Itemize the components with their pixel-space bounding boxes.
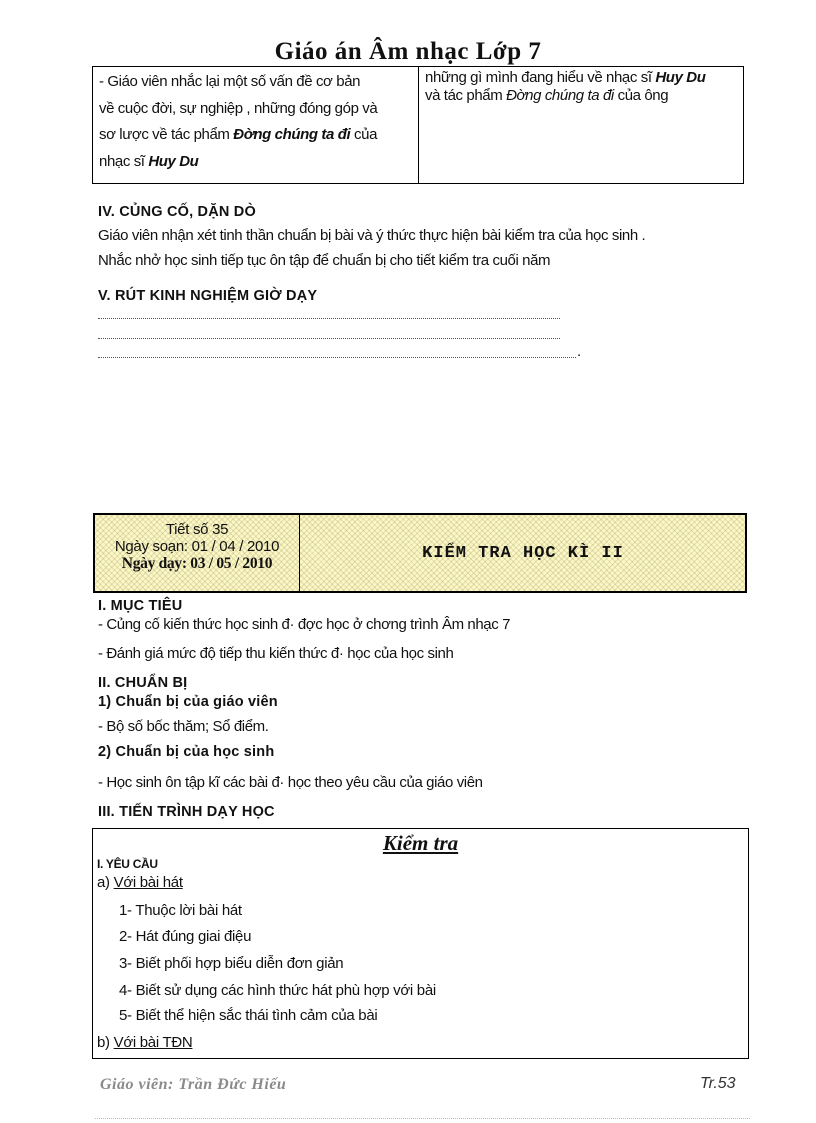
song-title: Đờng chúng ta đi: [233, 126, 351, 143]
teacher-line: - Giáo viên nhắc lại một số vấn đề cơ bản: [99, 73, 361, 90]
student-line: và tác phẩm Đờng chúng ta đi của ông: [425, 87, 669, 104]
objective-item: - Đánh giá mức độ tiếp thu kiến thức đ· học của học sinh: [98, 645, 454, 662]
objective-item: - Củng cố kiến thức học sinh đ· đợc học ở chơng trình Âm nhạc 7: [98, 616, 511, 633]
composer-name: Huy Du: [655, 69, 706, 86]
requirement-item: 1- Thuộc lời bài hát: [119, 902, 242, 919]
lesson-header-box: [93, 513, 747, 593]
requirement-item: 4- Biết sử dụng các hình thức hát phù hợp với bài: [119, 982, 436, 999]
exam-box: [92, 828, 749, 1059]
lesson-period: Tiết số 35: [165, 521, 229, 538]
page-title: Giáo án Âm nhạc Lớp 7: [274, 38, 542, 65]
teacher-line: sơ lược về tác phẩm Đờng chúng ta đi của: [99, 126, 378, 143]
lesson-prep-date: Ngày soạn: 01 / 04 / 2010: [114, 538, 280, 555]
teacher-line: nhạc sĩ Huy Du: [99, 152, 199, 170]
section-iv-text: Giáo viên nhận xét tinh thần chuẩn bị bài và ý thức thực hiện bài kiểm tra của học sinh .: [98, 227, 646, 244]
lesson-info: [97, 521, 297, 572]
page-number: Tr.53: [700, 1075, 736, 1092]
requirement-item: 3- Biết phối hợp biểu diễn đơn giản: [119, 955, 344, 972]
sub-heading-b: b) Với bài TĐN: [97, 1034, 193, 1051]
process-heading: III. TIẾN TRÌNH DẠY HỌC: [98, 804, 275, 820]
lesson-teach-date: Ngày dạy: 03 / 05 / 2010: [121, 555, 273, 572]
student-line: những gì mình đang hiểu về nhạc sĩ Huy Du: [425, 69, 706, 86]
song-title: Đờng chúng ta đi: [506, 87, 614, 104]
footer-rule: [95, 1118, 750, 1119]
end-mark: .: [577, 343, 581, 360]
dotted-line: [98, 318, 560, 319]
requirement-item: 5- Biết thể hiện sắc thái tình cảm của bài: [119, 1007, 378, 1024]
requirement-item: 2- Hát đúng giai điệu: [119, 928, 252, 945]
section-iv-text: Nhắc nhở học sinh tiếp tục ôn tập để chuẩn bị cho tiết kiểm tra cuối năm: [98, 252, 551, 269]
dotted-line: [98, 338, 560, 339]
requirements-heading: I. YÊU CẦU: [97, 857, 158, 871]
dotted-line: [98, 357, 576, 358]
teacher-line: về cuộc đời, sự nghiệp , những đóng góp và: [99, 99, 378, 117]
teacher-activity-cell: [99, 69, 411, 175]
sub-heading-a-label: Với bài hát: [113, 874, 183, 891]
footer-author: Giáo viên: Trần Đức Hiếu: [100, 1076, 287, 1093]
sub-heading-a: a) Với bài hát: [97, 874, 183, 891]
lesson-box-divider: [299, 515, 300, 591]
teacher-prep-heading: 1) Chuẩn bị của giáo viên: [98, 694, 278, 710]
composer-name: Huy Du: [148, 152, 199, 170]
exam-title: Kiểm tra: [382, 831, 459, 855]
section-v-heading: V. RÚT KINH NGHIỆM GIỜ DẠY: [98, 288, 318, 304]
student-activity-cell: [425, 69, 743, 105]
student-prep-heading: 2) Chuẩn bị của học sinh: [98, 744, 275, 760]
sub-heading-b-label: Với bài TĐN: [113, 1034, 193, 1051]
section-iv-heading: IV. CỦNG CỐ, DẶN DÒ: [98, 204, 256, 220]
teacher-prep-item: - Bộ số bốc thăm; Sổ điểm.: [98, 718, 269, 735]
student-prep-item: - Học sinh ôn tập kĩ các bài đ· học theo yêu cầu của giáo viên: [98, 774, 483, 791]
table-divider: [418, 67, 419, 183]
objectives-heading: I. MỤC TIÊU: [98, 598, 183, 614]
preparation-heading: II. CHUẨN BỊ: [98, 675, 188, 691]
lesson-title: KIỂM TRA HỌC KÌ II: [422, 543, 624, 563]
activity-table: [92, 66, 744, 184]
